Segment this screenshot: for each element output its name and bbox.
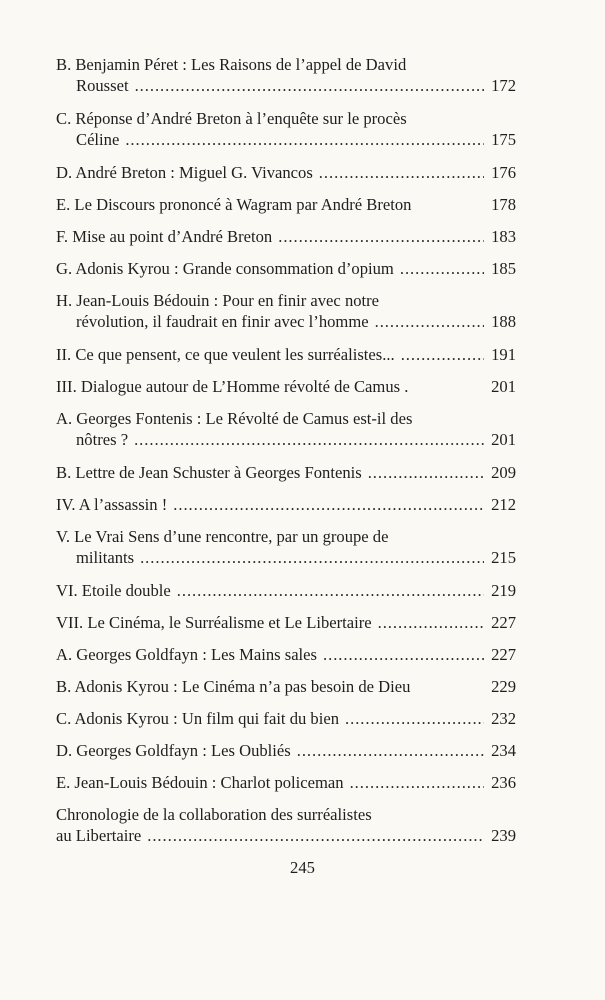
toc-page-number: 175 <box>491 130 516 149</box>
toc-entry <box>56 290 516 332</box>
page-number: 245 <box>290 858 315 877</box>
toc-entry-title: D. André Breton : Miguel G. Vivancos <box>56 163 313 182</box>
toc-entry-title-cont: révolution, il faudrait en finir avec l’homme <box>76 312 369 331</box>
toc-entry <box>56 494 516 515</box>
leader-dots <box>278 226 484 247</box>
toc-entry-title: E. Jean-Louis Bédouin : Charlot policeman <box>56 773 344 792</box>
toc-page-number: 172 <box>491 76 516 95</box>
toc-entry-title: F. Mise au point d’André Breton <box>56 227 273 246</box>
toc-entry <box>56 676 516 697</box>
leader-dots <box>173 494 484 515</box>
toc-entry-title: C. Réponse d’André Breton à l’enquête sur le procès <box>56 109 407 128</box>
toc-entry-title-cont: Rousset <box>76 76 129 95</box>
toc-entry <box>56 644 516 665</box>
toc-entry-title-cont: au Libertaire <box>56 826 142 845</box>
table-of-contents <box>56 54 516 858</box>
toc-entry <box>56 740 516 761</box>
toc-page-number: 188 <box>491 312 516 331</box>
toc-entry-title: G. Adonis Kyrou : Grande consommation d’opium <box>56 259 394 278</box>
leader-dots <box>375 311 484 332</box>
toc-page-number: 212 <box>491 495 516 514</box>
toc-entry <box>56 580 516 601</box>
leader-dots <box>319 162 484 183</box>
toc-entry <box>56 258 516 279</box>
toc-entry <box>56 226 516 247</box>
toc-entry <box>56 462 516 483</box>
toc-entry-title-cont: militants <box>76 548 135 567</box>
toc-entry <box>56 408 516 450</box>
toc-page-number: 236 <box>491 773 516 792</box>
leader-dots <box>401 344 484 365</box>
toc-page-number: 209 <box>491 463 516 482</box>
toc-entry <box>56 108 516 150</box>
toc-entry-title: C. Adonis Kyrou : Un film qui fait du bien <box>56 709 340 728</box>
toc-entry-title: B. Benjamin Péret : Les Raisons de l’appel de David <box>56 55 407 74</box>
toc-page-number: 234 <box>491 741 516 760</box>
toc-page-number: 239 <box>491 826 516 845</box>
toc-entry <box>56 344 516 365</box>
toc-entry-title: V. Le Vrai Sens d’une rencontre, par un groupe de <box>56 527 389 546</box>
toc-page-number: 201 <box>491 430 516 449</box>
toc-entry-title: VII. Le Cinéma, le Surréalisme et Le Libertaire <box>56 613 372 632</box>
toc-page-number: 229 <box>491 677 516 696</box>
leader-dots <box>378 612 484 633</box>
toc-entry <box>56 54 516 96</box>
leader-dots <box>147 825 484 846</box>
leader-dots <box>134 429 484 450</box>
toc-entry-title: B. Adonis Kyrou : Le Cinéma n’a pas besoin de Dieu <box>56 677 411 696</box>
toc-entry <box>56 376 516 397</box>
toc-entry <box>56 772 516 793</box>
toc-page-number: 227 <box>491 645 516 664</box>
toc-page-number: 176 <box>491 163 516 182</box>
leader-dots <box>297 740 484 761</box>
leader-dots <box>323 644 484 665</box>
toc-page-number: 185 <box>491 259 516 278</box>
toc-page-number: 232 <box>491 709 516 728</box>
leader-dots <box>400 258 484 279</box>
toc-entry-title: VI. Etoile double <box>56 581 171 600</box>
leader-dots <box>350 772 484 793</box>
toc-page-number: 178 <box>491 195 516 214</box>
toc-entry <box>56 162 516 183</box>
toc-entry-title: E. Le Discours prononcé à Wagram par André Breton <box>56 195 412 214</box>
toc-entry-title: A. Georges Goldfayn : Les Mains sales <box>56 645 317 664</box>
toc-page-number: 219 <box>491 581 516 600</box>
leader-dots <box>368 462 484 483</box>
toc-entry <box>56 708 516 729</box>
toc-page-number: 227 <box>491 613 516 632</box>
toc-entry-title: A. Georges Fontenis : Le Révolté de Camus est-il des <box>56 409 413 428</box>
toc-page-number: 201 <box>491 377 516 396</box>
toc-page-number: 191 <box>491 345 516 364</box>
leader-dots <box>177 580 484 601</box>
toc-entry-title-cont: nôtres ? <box>76 430 129 449</box>
leader-dots <box>125 129 484 150</box>
toc-page-number: 183 <box>491 227 516 246</box>
leader-dots <box>135 75 484 96</box>
toc-entry-title: B. Lettre de Jean Schuster à Georges Fontenis <box>56 463 362 482</box>
leader-dots <box>140 547 484 568</box>
toc-entry-title: IV. A l’assassin ! <box>56 495 168 514</box>
toc-page-number: 215 <box>491 548 516 567</box>
toc-entry <box>56 804 516 846</box>
toc-entry-title-cont: Céline <box>76 130 120 149</box>
toc-entry-title: D. Georges Goldfayn : Les Oubliés <box>56 741 291 760</box>
toc-entry <box>56 526 516 568</box>
toc-entry-title: II. Ce que pensent, ce que veulent les surréalistes... <box>56 345 395 364</box>
toc-entry-title: III. Dialogue autour de L’Homme révolté de Camus . <box>56 377 409 396</box>
toc-entry-title: H. Jean-Louis Bédouin : Pour en finir avec notre <box>56 291 380 310</box>
leader-dots <box>345 708 484 729</box>
toc-entry <box>56 612 516 633</box>
toc-entry-title: Chronologie de la collaboration des surréalistes <box>56 805 372 824</box>
toc-entry <box>56 194 516 215</box>
